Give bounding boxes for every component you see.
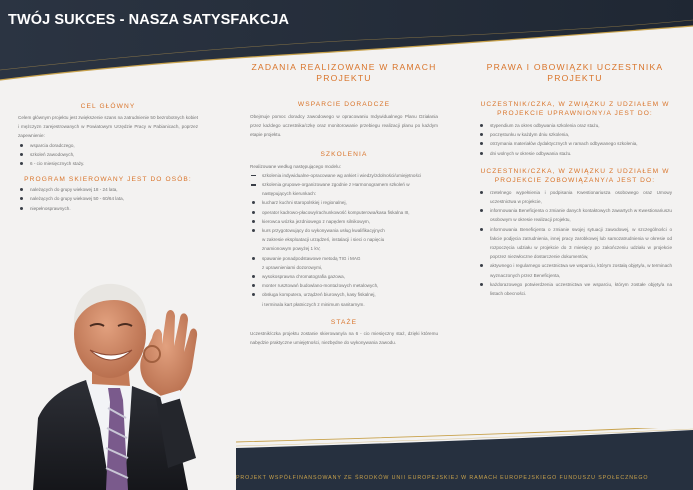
rights-heading: UCZESTNIK/CZKA, W ZWIĄZKU Z UDZIAŁEM W PROJEKCIE UPRAWNIONY/A JEST DO:	[480, 101, 670, 117]
list-item: niepełnosprawnych.	[18, 204, 198, 213]
list-item: obsługa komputera, urządzeń biurowych, kasy fiskalnej,	[250, 290, 438, 299]
internship-text: Uczestnik/czka projektu zostanie skierowany/a na 6 - cio miesięczny staż, dzięki któremu nabędzie praktyczne umiejętności, niezbędne do wykonywania zawodu.	[250, 330, 438, 346]
duties-list	[478, 188, 672, 298]
duties-heading: UCZESTNIK/CZKA, W ZWIĄZKU Z UDZIAŁEM W PROJEKCIE ZOBOWIĄZANY/A JEST DO:	[480, 167, 670, 184]
list-item: stypendium za okres odbywania szkolenia oraz stażu,	[478, 121, 672, 130]
list-item: każdorazowego potwierdzenia uczestnictwa we wsparciu, którym zostałe objęty/a na listach obecności.	[478, 280, 672, 298]
advice-text: Obejmuje pomoc doradcy zawodowego w opracowaniu Indywidualnego Planu Działania przez każdego uczestnika/czkę oraz monitorowanie przebiegu realizacji planu po każdym etapie projektu.	[250, 114, 438, 138]
goal-heading: CEL GŁÓWNY	[80, 103, 136, 110]
list-item: monter rusztowań budowlano-montażowych metalowych,	[250, 281, 438, 290]
rights-list	[478, 121, 672, 158]
tasks-column	[250, 100, 438, 347]
tasks-heading: ZADANIA REALIZOWANE W RAMACH PROJEKTU	[251, 62, 437, 83]
list-item: operator kadrowo-płacowy/rachunkowość komputerowa/kasa fiskalna III,	[250, 208, 438, 217]
list-item: w zakresie eksploatacji urządzeń, instalacji i sieci o napięciu	[262, 237, 385, 243]
training-heading: SZKOLENIA	[320, 150, 368, 158]
list-item: znamionowym powyżej 1 kV,	[262, 246, 321, 252]
list-item: szkoleń zawodowych,	[18, 150, 198, 159]
list-item: z uprawnieniami dozorowymi,	[262, 264, 323, 270]
list-item: kurs przygotowujący do wykonywania usług kwalifikacyjnych	[250, 226, 438, 235]
target-heading: PROGRAM SKIEROWANY JEST DO OSÓB:	[24, 176, 192, 184]
list-item: poczęstunku w każdym dniu szkolenia,	[478, 130, 672, 139]
list-item: informowania Beneficjenta o zmianie swojej sytuacji zawodowej, w szczególności o fakcie podjęcia zatrudnienia, innej pracy zarobkowej lub samozatrudnienia w okresie od rozpoczęcia udziału w projekcie do 3 miesięcy po zakończeniu udziału w projekcie poprzez niezwłoczne dostarczenie dokumentów,	[478, 225, 672, 262]
list-item: 6 - cio miesięcznych staży.	[18, 159, 198, 168]
list-item: informowania Beneficjenta o zmianie danych kontaktowych zawartych w Kwestionariuszu osobowym w okresie realizacji projektu,	[478, 206, 672, 224]
list-item: aktywnego i regularnego uczestnictwa we wsparciu, którym zostałą objęty/a, w terminach wyznaczonych przez Beneficjenta,	[478, 261, 672, 279]
list-item: kucharz kuchni staropolskiej i regionalnej,	[250, 198, 438, 207]
internship-heading: STAŻE	[330, 318, 358, 326]
list-item: otrzymania materiałów dydaktycznych w ramach odbywanego szkolenia,	[478, 139, 672, 148]
list-item: spawanie ponadpodstawowe metodą TIG i MAG	[250, 254, 438, 263]
advice-heading: WSPARCIE DORADCZE	[297, 101, 391, 108]
list-item: szkolenia grupowe-organizowane zgodnie z Harmonogramem szkoleń w następujących kierunkach:	[250, 180, 438, 198]
list-item: należących do grupy wiekowej 18 - 24 lata,	[18, 185, 198, 194]
rights-duties-column	[478, 100, 672, 298]
list-item: rzetelnego wypełnienia i podpisania Kwestionariusza osobowego oraz Umowy uczestnictwa w projekcie,	[478, 188, 672, 206]
rights-duties-heading: PRAWA I OBOWIĄZKI UCZESTNIKA PROJEKTU	[486, 62, 664, 83]
list-item: wsparcia doradczego,	[18, 141, 198, 150]
goal-column	[18, 102, 198, 213]
list-item: szkolenia indywidualne-opracowane wg ankiet i wiedzy/zdolności/umiejętności	[250, 171, 438, 180]
goal-list	[18, 141, 198, 169]
training-intro: Realizowane według następującego modelu:	[250, 163, 341, 169]
page-title: TWÓJ SUKCES - NASZA SATYSFAKCJA	[8, 12, 290, 28]
list-item: dni wolnych w okresie odbywania stażu.	[478, 149, 672, 158]
list-item: należących do grupy wiekowej 50 - 60/64 lata,	[18, 194, 198, 203]
list-item: kierowca wózka jezdniowego z napędem silnikowym,	[250, 217, 438, 226]
list-item: i terminala kart płatniczych z minimum sanitarnym.	[262, 301, 365, 307]
footer-funding-note: PROJEKT WSPÓŁFINANSOWANY ZE ŚRODKÓW UNII EUROPEJSKIEJ W RAMACH EUROPEJSKIEGO FUNDUSZU SPOŁECZNEGO	[236, 475, 649, 481]
list-item: wysokosprawna chromatografia gazowa,	[250, 272, 438, 281]
goal-text: Celem głównym projektu jest zwiększenie szans na zatrudnienie 50 bezrobotnych kobiet i mężczyzn zarejestrowanych w Powiatowym Urzędzie Pracy w Pabianicach, poprzez zapewnienie:	[18, 115, 198, 139]
target-list	[18, 185, 198, 213]
training-list	[250, 171, 438, 309]
footer-banner	[0, 428, 693, 490]
